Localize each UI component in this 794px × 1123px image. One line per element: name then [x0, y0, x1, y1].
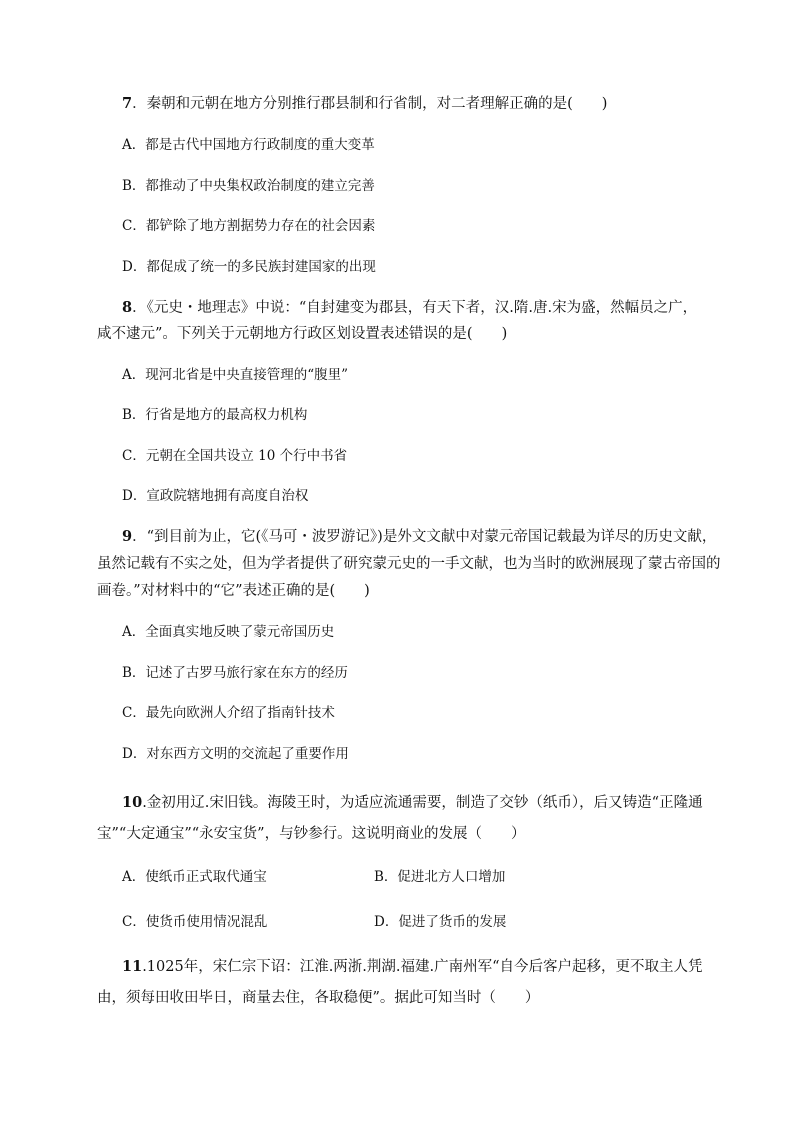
question-8-number: 8: [122, 299, 133, 316]
question-8-option-b: B．行省是地方的最高权力机构: [122, 407, 308, 423]
question-8-option-a: A．现河北省是中央直接管理的“腹里”: [122, 367, 349, 383]
question-8-option-c: C．元朝在全国共设立 10 个行中书省: [122, 448, 348, 464]
question-9-number: 9: [122, 528, 133, 545]
question-7-option-b: B．都推动了中央集权政治制度的建立完善: [122, 178, 375, 194]
question-7-option-d: D．都促成了统一的多民族封建国家的出现: [122, 259, 376, 275]
question-8-line-1: 8．《元史・地理志》中说：“自封建变为郡县，有天下者，汉.隋.唐.宋为盛，然幅员之广，: [122, 299, 698, 316]
question-9-option-a: A．全面真实地反映了蒙元帝国历史: [122, 624, 335, 640]
question-9-line-3: 画卷。”对材料中的“它”表述正确的是( ): [97, 583, 370, 599]
question-7-option-c: C．都铲除了地方割据势力存在的社会因素: [122, 218, 376, 234]
question-9-line-1: 9．“到目前为止，它(《马可・波罗游记》)是外文文献中对蒙元帝国记载最为详尽的历史文献，: [122, 528, 717, 545]
question-10-line-2: 宝”“大定通宝”“永安宝货”，与钞参行。这说明商业的发展（ ）: [97, 826, 526, 842]
question-9-option-d: D．对东西方文明的交流起了重要作用: [122, 746, 349, 762]
question-7-line-1: 7．秦朝和元朝在地方分别推行郡县制和行省制，对二者理解正确的是( ): [122, 95, 608, 112]
question-10-option-a: A．使纸币正式取代通宝: [122, 869, 267, 885]
question-10-option-b: B．促进北方人口增加: [374, 869, 506, 885]
question-11-number: 11: [122, 958, 143, 975]
question-9-option-c: C．最先向欧洲人介绍了指南针技术: [122, 705, 335, 721]
question-9-line-2: 虽然记载有不实之处，但为学者提供了研究蒙元史的一手文献，也为当时的欧洲展现了蒙古帝国的: [97, 556, 721, 572]
question-10-number: 10: [122, 794, 143, 811]
question-10-option-d: D．促进了货币的发展: [374, 914, 507, 930]
question-7-number: 7: [122, 95, 133, 112]
question-8-line-2: 咸不逮元”。下列关于元朝地方行政区划设置表述错误的是( ): [97, 326, 508, 342]
question-11-line-1: 11.1025年，宋仁宗下诏：江淮.两浙.荆湖.福建.广南州军“自今后客户起移，更不取主人凭: [122, 958, 703, 975]
question-10-option-c: C．使货币使用情况混乱: [122, 914, 268, 930]
question-7-option-a: A．都是古代中国地方行政制度的重大变革: [122, 137, 375, 153]
question-8-option-d: D．宣政院辖地拥有高度自治权: [122, 488, 309, 504]
question-10-line-1: 10.金初用辽.宋旧钱。海陵王时，为适应流通需要，制造了交钞（纸币），后又铸造“正隆通: [122, 794, 703, 811]
question-9-option-b: B．记述了古罗马旅行家在东方的经历: [122, 665, 348, 681]
question-11-line-2: 由，须每田收田毕日，商量去住，各取稳便”。据此可知当时（ ）: [97, 990, 540, 1006]
